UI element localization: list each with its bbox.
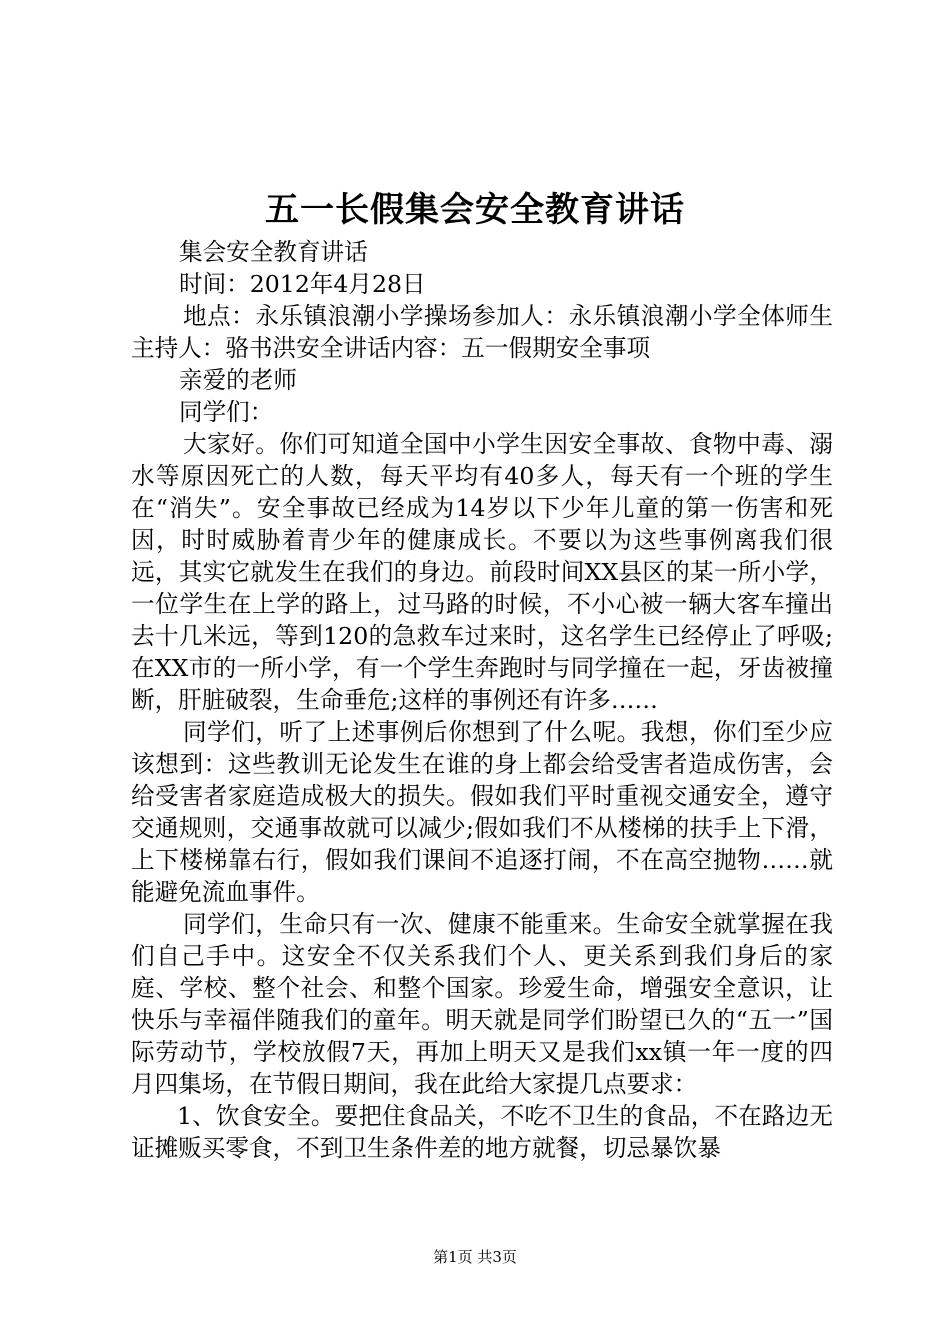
paragraph-salutation-teachers: 亲爱的老师	[179, 366, 297, 394]
paragraph-body-1: 大家好。你们可知道全国中小学生因安全事故、食物中毒、溺水等原因死亡的人数，每天平均有40多人，每天有一个班的学生在“消失”。安全事故已经成为14岁以下少年儿童的第一伤害和死因，时时威胁着青少年的健康成长。不要以为这些事例离我们很远，其实它就发生在我们的身边。前段时间XX县区的某一所小学，一位学生在上学的路上，过马路的时候，不小心被一辆大客车撞出去十几米远，等到120的急救车过来时，这名学生已经停止了呼吸;在XX市的一所小学，有一个学生奔跑时与同学撞在一起，牙齿被撞断，肝脏破裂，生命垂危;这样的事例还有许多……	[131, 430, 833, 714]
paragraph-subtitle: 集会安全教育讲话	[179, 238, 368, 266]
paragraph-location: 地点：永乐镇浪潮小学操场参加人：永乐镇浪潮小学全体师生主持人：骆书洪安全讲话内容：五一假期安全事项	[131, 302, 833, 362]
paragraph-time: 时间：2012年4月28日	[179, 270, 426, 298]
paragraph-salutation-students: 同学们：	[179, 398, 274, 426]
paragraph-body-3: 同学们，生命只有一次、健康不能重来。生命安全就掌握在我们自己手中。这安全不仅关系我们个人、更关系到我们身后的家庭、学校、整个社会、和整个国家。珍爱生命，增强安全意识，让快乐与幸福伴随我们的童年。明天就是同学们盼望已久的“五一”国际劳动节，学校放假7天，再加上明天又是我们xx镇一年一度的四月四集场，在节假日期间，我在此给大家提几点要求：	[131, 910, 833, 1098]
document-title: 五一长假集会安全教育讲话	[265, 190, 685, 230]
paragraph-body-4: 1、饮食安全。要把住食品关，不吃不卫生的食品，不在路边无证摊贩买零食，不到卫生条件差的地方就餐，切忌暴饮暴	[131, 1102, 833, 1162]
paragraph-body-2: 同学们，听了上述事例后你想到了什么呢。我想，你们至少应该想到：这些教训无论发生在谁的身上都会给受害者造成伤害，会给受害者家庭造成极大的损失。假如我们平时重视交通安全，遵守交通规则，交通事故就可以减少;假如我们不从楼梯的扶手上下滑，上下楼梯靠右行，假如我们课间不追逐打闹，不在高空抛物……就能避免流血事件。	[131, 718, 833, 906]
document-body	[131, 236, 833, 1164]
page-footer: 第1页 共3页	[433, 1248, 517, 1266]
